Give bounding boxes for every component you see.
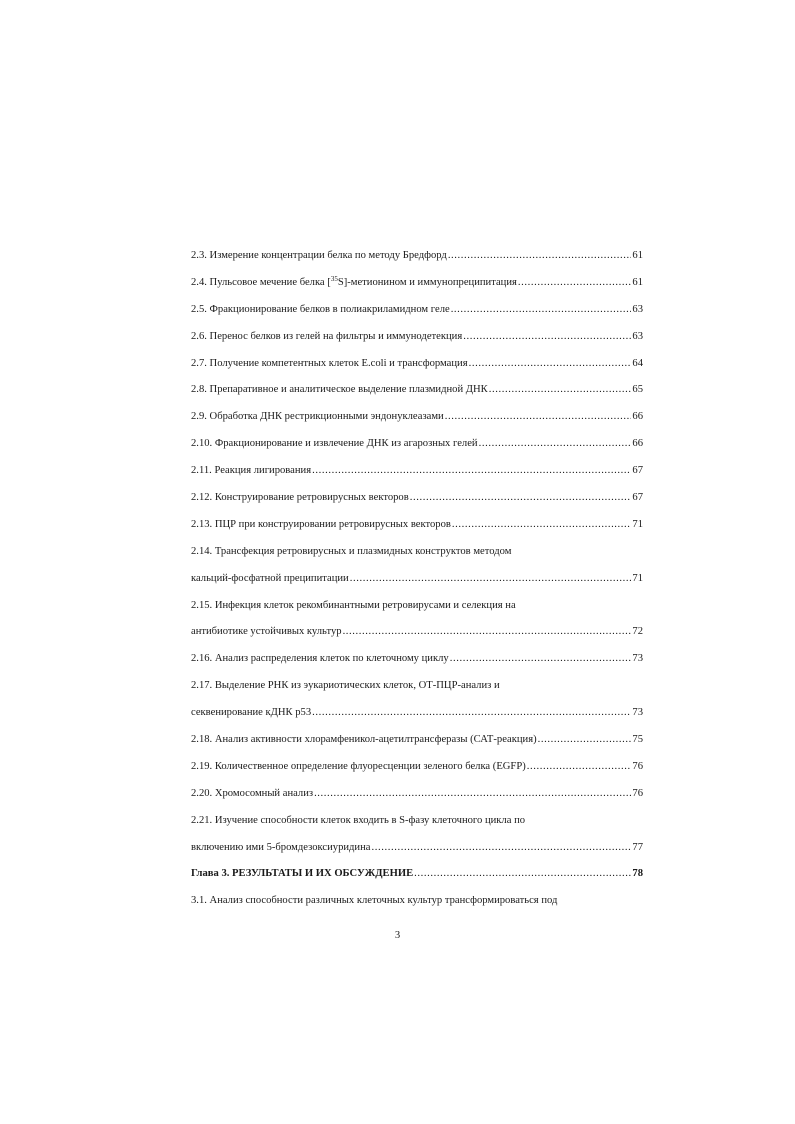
- toc-page-number: 71: [632, 572, 643, 584]
- toc-page-number: 63: [632, 303, 643, 315]
- toc-entry-title: 2.6. Перенос белков из гелей на фильтры и иммунодетекция: [191, 330, 463, 342]
- toc-entry: [191, 888, 643, 915]
- toc-entry-title: секвенирование кДНК p53: [191, 707, 312, 719]
- dot-leader: [312, 458, 631, 485]
- toc-entry-title: 2.17. Выделение РНК из эукариотических клеток, ОТ-ПЦР-анализ и: [191, 680, 500, 692]
- toc-line: [191, 243, 643, 270]
- dot-leader: [450, 646, 632, 673]
- toc-line: [191, 619, 643, 646]
- toc-entry-title: 3.1. Анализ способности различных клеточных культур трансформироваться под: [191, 895, 558, 907]
- toc-entry-title: 2.10. Фракционирование и извлечение ДНК из агарозных гелей: [191, 438, 478, 450]
- toc-page-number: 63: [632, 330, 643, 342]
- toc-line: [191, 727, 643, 754]
- toc-page-number: 64: [632, 357, 643, 369]
- toc-entry-title: 2.20. Хромосомный анализ: [191, 787, 314, 799]
- dot-leader: [489, 377, 632, 404]
- toc-line: [191, 324, 643, 351]
- toc-page-number: 75: [632, 734, 643, 746]
- toc-page-number: 67: [632, 492, 643, 504]
- toc-entry: [191, 727, 643, 754]
- toc-entry: [191, 324, 643, 351]
- toc-entry-title: 2.13. ПЦР при конструировании ретровирусных векторов: [191, 518, 451, 530]
- dot-leader: [448, 243, 632, 270]
- toc-line: [191, 861, 643, 888]
- toc-entry-title: 2.3. Измерение концентрации белка по методу Бредфорд: [191, 250, 447, 261]
- dot-leader: [463, 324, 631, 351]
- toc-page-number: 61: [632, 276, 643, 288]
- toc-line: [191, 888, 643, 915]
- dot-leader: [527, 754, 632, 781]
- toc-entry-title: 2.18. Анализ активности хлорамфеникол-ацетилтрансферазы (САТ-реакция): [191, 734, 537, 746]
- toc-line: [191, 485, 643, 512]
- toc-entry-title: 2.7. Получение компетентных клеток E.coli и трансформация: [191, 357, 468, 369]
- dot-leader: [314, 781, 631, 808]
- page-number: 3: [394, 930, 401, 941]
- toc-line: [191, 700, 643, 727]
- dot-leader: [343, 619, 632, 646]
- toc-page-number: 77: [632, 841, 643, 853]
- toc-page-number: 73: [632, 707, 643, 719]
- toc-line: [191, 377, 643, 404]
- toc-entry-title: включению ими 5-бромдезоксиуридина: [191, 841, 371, 853]
- toc-line: [191, 351, 643, 378]
- toc-page-number: 66: [632, 411, 643, 423]
- dot-leader: [410, 485, 632, 512]
- dot-leader: [451, 297, 632, 324]
- toc-line: [191, 539, 643, 566]
- toc-line: [191, 593, 643, 620]
- toc-entry: [191, 243, 643, 270]
- toc-line: [191, 512, 643, 539]
- toc-page-number: 67: [632, 465, 643, 477]
- toc-entry-title: 2.8. Препаративное и аналитическое выделение плазмидной ДНК: [191, 384, 488, 396]
- dot-leader: [445, 404, 632, 431]
- toc-entry: [191, 297, 643, 324]
- isotope-superscript: 35: [330, 274, 338, 283]
- toc-title-prefix: 2.4. Пульсовое мечение белка [: [191, 276, 331, 288]
- toc-entry: [191, 808, 643, 862]
- toc-entry: [191, 673, 643, 727]
- dot-leader: [538, 727, 632, 754]
- toc-entry: [191, 646, 643, 673]
- toc-line: [191, 673, 643, 700]
- toc-entry: [191, 485, 643, 512]
- toc-entry: [191, 539, 643, 593]
- toc-line: [191, 431, 643, 458]
- dot-leader: [452, 512, 632, 539]
- toc-entry-title: 2.19. Количественное определение флуоресценции зеленого белка (EGFP): [191, 760, 526, 772]
- dot-leader: [479, 431, 632, 458]
- toc-page-number: 66: [632, 438, 643, 450]
- toc-entry: [191, 404, 643, 431]
- toc-entry-title: 2.9. Обработка ДНК рестрикционными эндонуклеазами: [191, 411, 444, 423]
- toc-entry-title: антибиотике устойчивых культур: [191, 626, 342, 638]
- toc-line: [191, 754, 643, 781]
- toc-page-number: 72: [632, 626, 643, 638]
- toc-entry: [191, 754, 643, 781]
- toc-entry-title: [191, 270, 517, 297]
- toc-page-number: 78: [632, 868, 643, 880]
- toc-entry: [191, 270, 643, 297]
- toc-entry: [191, 781, 643, 808]
- toc-page-number: 73: [632, 653, 643, 665]
- toc-line: [191, 781, 643, 808]
- toc-page-number: 71: [632, 518, 643, 530]
- dot-leader: [414, 861, 631, 888]
- toc-title-rest: S]-метионином и иммунопреципитация: [337, 276, 517, 288]
- toc-entry: [191, 512, 643, 539]
- toc-line: [191, 458, 643, 485]
- table-of-contents: [191, 243, 643, 915]
- toc-entry-title: Глава 3. РЕЗУЛЬТАТЫ И ИХ ОБСУЖДЕНИЕ: [191, 868, 414, 880]
- dot-leader: [312, 700, 631, 727]
- toc-entry-title: 2.21. Изучение способности клеток входить в S-фазу клеточного цикла по: [191, 814, 526, 826]
- toc-page-number: 65: [632, 384, 643, 396]
- toc-line: [191, 270, 643, 297]
- toc-entry: [191, 431, 643, 458]
- toc-entry: [191, 861, 643, 888]
- toc-entry-title: 2.5. Фракционирование белков в полиакриламидном геле: [191, 303, 450, 315]
- toc-page-number: 76: [632, 787, 643, 799]
- toc-line: [191, 835, 643, 862]
- dot-leader: [371, 835, 631, 862]
- toc-entry-title: 2.11. Реакция лигирования: [191, 465, 312, 477]
- toc-entry: [191, 593, 643, 647]
- toc-entry-title: 2.12. Конструирование ретровирусных векторов: [191, 492, 409, 504]
- toc-entry-title: 2.14. Трансфекция ретровирусных и плазмидных конструктов методом: [191, 545, 512, 557]
- toc-line: [191, 297, 643, 324]
- toc-page-number: 61: [632, 250, 643, 261]
- toc-page-number: 76: [632, 760, 643, 772]
- dot-leader: [518, 270, 632, 297]
- toc-line: [191, 404, 643, 431]
- toc-line: [191, 808, 643, 835]
- dot-leader: [469, 351, 632, 378]
- dot-leader: [350, 566, 632, 593]
- toc-entry: [191, 458, 643, 485]
- toc-entry-title: 2.15. Инфекция клеток рекомбинантными ретровирусами и селекция на: [191, 599, 516, 611]
- toc-entry: [191, 351, 643, 378]
- toc-line: [191, 646, 643, 673]
- toc-line: [191, 566, 643, 593]
- toc-entry-title: 2.16. Анализ распределения клеток по клеточному циклу: [191, 653, 449, 665]
- toc-entry-title: кальций-фосфатной преципитации: [191, 572, 349, 584]
- toc-entry: [191, 377, 643, 404]
